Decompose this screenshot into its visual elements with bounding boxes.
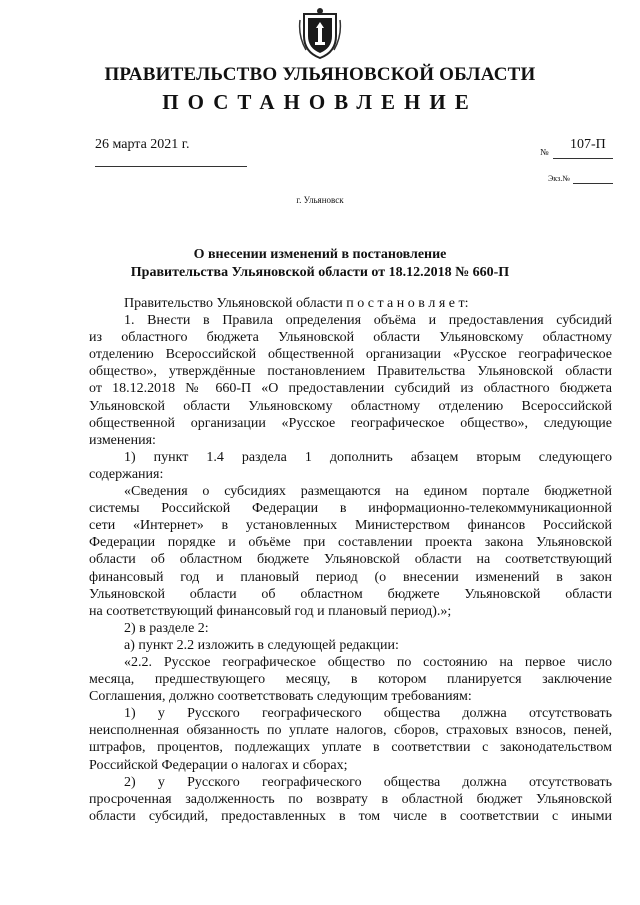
body-line: штрафов, процентов, подлежащих уплате в соответствии с законодательством (89, 740, 612, 756)
body-line: неисполненная обязанность по уплате налогов, сборов, страховых взносов, пеней, (89, 723, 612, 739)
body-line: Ульяновской области Ульяновскому областному отделению Всероссийской (89, 398, 612, 414)
body-line: а) пункт 2.2 изложить в следующей редакции: (124, 637, 399, 653)
body-line: «2.2. Русское географическое общество по состоянию на первое число (124, 654, 612, 670)
body-line: 1. Внести в Правила определения объёма и предоставления субсидий (124, 313, 612, 329)
body-line: 2) у Русского географического общества должна отсутствовать (124, 774, 612, 790)
coat-of-arms-icon (298, 6, 342, 62)
body-line: от 18.12.2018 № 660-П «О предоставлении субсидий из областного бюджета (89, 381, 612, 397)
body-line: системы Российской Федерации в информационно-телекоммуникационной (89, 501, 612, 517)
body-line: сети «Интернет» в установленных Министерством финансов Российской (89, 518, 612, 534)
body-line: содержания: (89, 466, 164, 482)
document-type: ПОСТАНОВЛЕНИЕ (162, 90, 478, 114)
body-line: общественной организации «Русское географическое общество», следующие (89, 415, 612, 431)
body-line: Правительство Ульяновской области п о с т а н о в л я е т: (124, 296, 469, 311)
body-line: общество», утверждённые постановлением Правительства Ульяновской области (89, 364, 612, 380)
body-line: области об областном бюджете Ульяновской области на соответствующий (89, 552, 612, 568)
government-name: ПРАВИТЕЛЬСТВО УЛЬЯНОВСКОЙ ОБЛАСТИ (104, 64, 536, 85)
body-line: 2) в разделе 2: (124, 620, 209, 636)
body-line: изменения: (89, 432, 156, 448)
body-line: на соответствующий финансовый год и плановый период).»; (89, 603, 452, 619)
body-line: из областного бюджета Ульяновской области Ульяновскому областному (89, 330, 612, 346)
body-line: области субсидий, предоставленных в том числе в соответствии с иными (89, 808, 612, 824)
title-line-1: О внесении изменений в постановление (193, 247, 447, 262)
copy-label: Экз.№ (548, 174, 570, 183)
body-line: просроченная задолженность по возврату в областной бюджет Ульяновской (89, 791, 612, 807)
body-line: Ульяновской области об областном бюджете Ульяновской области (89, 586, 612, 602)
document-date: 26 марта 2021 г. (95, 137, 190, 152)
number-underline (553, 158, 613, 159)
body-line: финансовый год и плановый период (о внесении изменений в закон (89, 569, 612, 585)
document-title (0, 246, 640, 282)
document-body (89, 295, 612, 825)
body-line: 1) пункт 1.4 раздела 1 дополнить абзацем вторым следующего (124, 449, 612, 465)
body-line: отделению Всероссийской общественной организации «Русское географическое (89, 347, 612, 363)
body-line: Соглашения, должно соответствовать следующим требованиям: (89, 689, 472, 705)
number-label: № (540, 147, 549, 157)
city: г. Ульяновск (296, 195, 344, 205)
body-line: 1) у Русского географического общества должна отсутствовать (124, 706, 612, 722)
body-line: месяца, предшествующего месяцу, в котором планируется заключение (89, 672, 612, 688)
body-line: Федерации порядке и объёме при составлении проекта закона Ульяновской (89, 535, 612, 551)
body-line: «Сведения о субсидиях размещаются на едином портале бюджетной (124, 484, 612, 500)
document-number: 107-П (570, 137, 606, 152)
copy-underline (573, 183, 613, 184)
body-line: Российской Федерации о налогах и сборах; (89, 757, 348, 773)
date-underline (95, 166, 247, 167)
title-line-2: Правительства Ульяновской области от 18.12.2018 № 660-П (130, 265, 510, 280)
